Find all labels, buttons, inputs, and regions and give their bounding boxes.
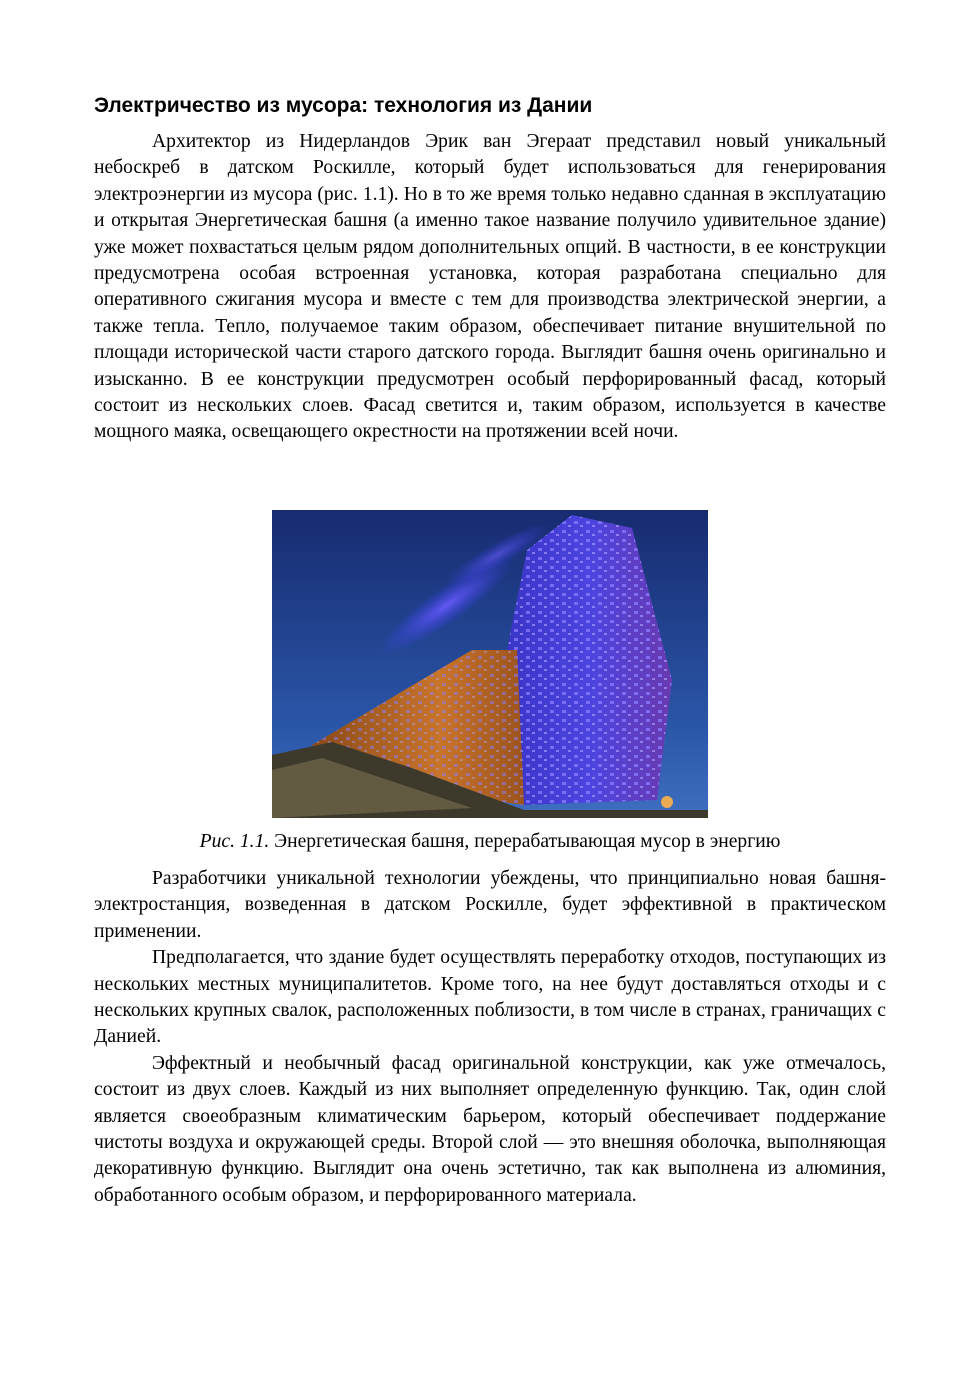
paragraph: Архитектор из Нидерландов Эрик ван Эгераат представил новый уникальный небоскреб в датском Роскилле, который будет использоваться для генерирования электроэнергии из мусора (рис. 1.1). Но в то же время только недавно сданная в эксплуатацию и открытая Энергетическая башня (а именно такое название получило удивительное здание) уже может похвастаться целым рядом дополнительных опций. В частности, в ее конструкции предусмотрена особая встроенная установка, которая разработана специально для оперативного сжигания мусора и вместе с тем для производства электрической энергии, а также тепла. Тепло, получаемое таким образом, обеспечивает питание внушительной по площади исторической части старого датского города. Выглядит башня очень оригинально и изысканно. В ее конструкции предусмотрен особый перфорированный фасад, который состоит из нескольких слоев. Фасад светится и, таким образом, используется в качестве мощного маяка, освещающего окрестности на протяжении всей ночи. (94, 131, 886, 443)
paragraph: Эффектный и необычный фасад оригинальной конструкции, как уже отмечалось, состоит из двух слоев. Каждый из них выполняет определенную функцию. Так, один слой является своеобразным климатическим барьером, который обеспечивает поддержание чистоты воздуха и окружающей среды. Второй слой — это внешняя оболочка, выполняющая декоративную функцию. Выглядит она очень эстетично, так как выполнена из алюминия, обработанного особым образом, и перфорированного материала. (94, 1052, 886, 1206)
body-text-top (94, 129, 886, 446)
figure-caption (94, 829, 886, 855)
figure-energy-tower-photo (272, 510, 708, 818)
section-heading: Электричество из мусора: технология из Дании (94, 94, 593, 117)
caption-label: Рис. 1.1. (199, 831, 270, 852)
street-light (661, 796, 673, 808)
body-text-bottom (94, 866, 886, 1209)
paragraph: Разработчики уникальной технологии убеждены, что принципиально новая башня-электростанция, возведенная в датском Роскилле, будет эффективной в практическом применении. (94, 868, 886, 942)
caption-text: Энергетическая башня, перерабатывающая мусор в энергию (269, 831, 781, 852)
paragraph: Предполагается, что здание будет осуществлять переработку отходов, поступающих из нескольких местных муниципалитетов. Кроме того, на нее будут доставляться отходы и с нескольких крупных свалок, расположенных поблизости, в том числе в странах, граничащих с Данией. (94, 947, 886, 1048)
